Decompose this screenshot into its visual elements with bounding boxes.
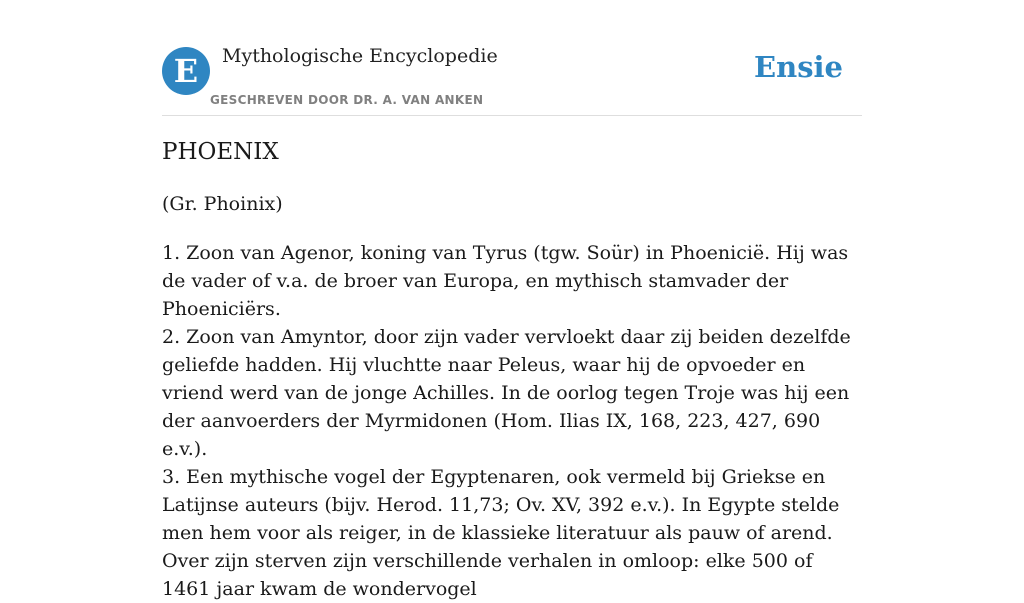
content-column (162, 0, 862, 600)
ensie-e-logo-icon[interactable]: E (162, 47, 210, 95)
entry-body (162, 239, 862, 603)
entry-subtitle: (Gr. Phoinix) (162, 193, 283, 215)
entry-paragraph: 1. Zoon van Agenor, koning van Tyrus (tgw. Soür) in Phoenicië. Hij was de vader of v.a. de broer van Europa, en mythisch stamvader der Phoeniciërs. (162, 242, 849, 320)
site-header (162, 0, 862, 116)
ensie-brand-logo[interactable]: Ensie (754, 50, 843, 84)
encyclopedia-title-link[interactable]: Mythologische Encyclopedie (222, 45, 498, 67)
entry-paragraph: 2. Zoon van Amyntor, door zijn vader vervloekt daar zij beiden dezelfde geliefde hadden. Hij vluchtte naar Peleus, waar hij de opvoeder en vriend werd van de jonge Achilles. In de oorlog tegen Troje was hij een der aanvoerders der Myrmidonen (Hom. Ilias IX, 168, 223, 427, 690 e.v.). (162, 326, 851, 460)
entry-title: PHOENIX (162, 139, 279, 165)
author-line: GESCHREVEN DOOR DR. A. VAN ANKEN (210, 93, 484, 107)
entry-paragraph: 3. Een mythische vogel der Egyptenaren, ook vermeld bij Griekse en Latijnse auteurs (bijv. Herod. 11,73; Ov. XV, 392 e.v.). In Egypte stelde men hem voor als reiger, in de klassieke literatuur als pauw of arend. Over zijn sterven zijn verschillende verhalen in omloop: elke 500 of 1461 jaar kwam de wondervogel (162, 466, 840, 600)
